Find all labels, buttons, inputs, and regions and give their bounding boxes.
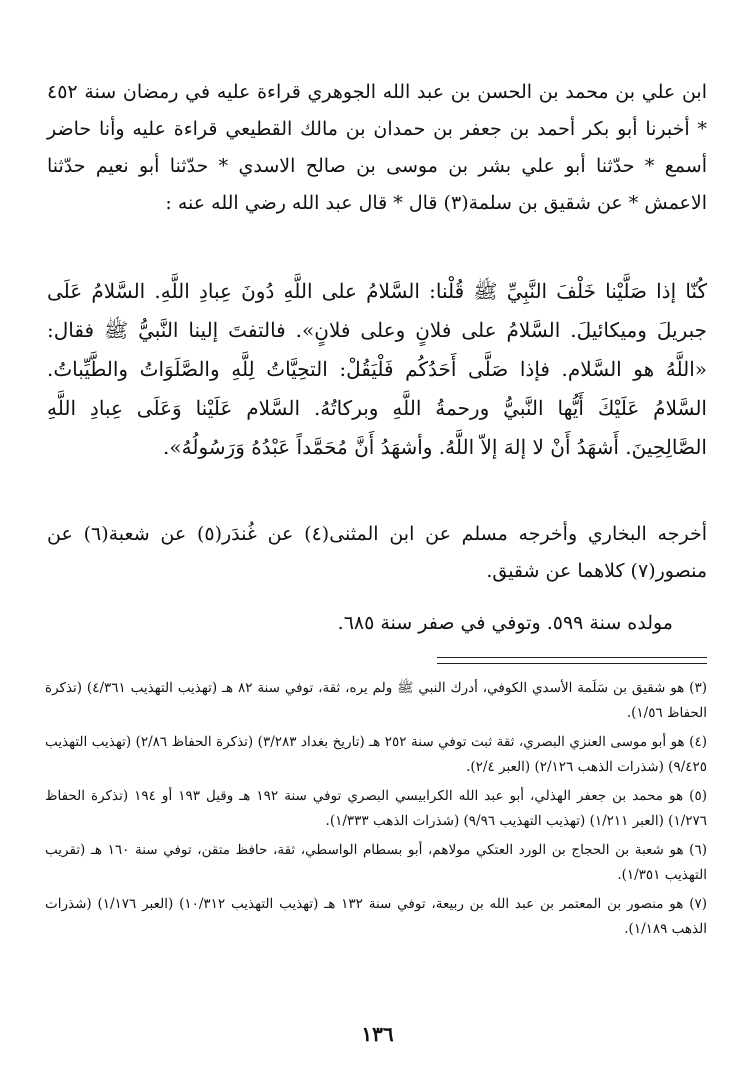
- takhrij-paragraph: أخرجه البخاري وأخرجه مسلم عن ابن المثنى(٤) عن غُندَر(٥) عن شعبة(٦) عن منصور(٧) كلاهما عن شقيق.: [47, 523, 707, 582]
- footnote-3: (٣) هو شقيق بن سَلَمة الأسدي الكوفي، أدرك النبي ﷺ ولم يره، ثقة، توفي سنة ٨٢ هـ (تهذيب التهذيب ٤/٣٦١) (تذكرة الحفاظ ١/٥٦).: [45, 680, 707, 721]
- birth-death-note: مولده سنة ٥٩٩. وتوفي في صفر سنة ٦٨٥.: [337, 612, 673, 634]
- footnote-5: (٥) هو محمد بن جعفر الهذلي، أبو عبد الله الكرابيسي البصري توفي سنة ١٩٢ هـ وقيل ١٩٣ أو ١٩٤ (تذكرة الحفاظ ١/٢٧٦) (العبر ١/٢١١) (تهذيب التهذيب ٩/٩٦) (شذرات الذهب ١/٣٣٣).: [45, 788, 707, 829]
- footnote-separator: [437, 657, 707, 664]
- footnotes: [45, 676, 707, 946]
- footnote-7: (٧) هو منصور بن المعتمر بن عبد الله بن ربيعة، توفي سنة ١٣٢ هـ (تهذيب التهذيب ١٠/٣١٢) (العبر ١/١٧٦) (شذرات الذهب ١/١٨٩).: [45, 896, 708, 937]
- isnad-paragraph: ابن علي بن محمد بن الحسن بن عبد الله الجوهري قراءة عليه في رمضان سنة ٤٥٢ * أخبرنا أبو بكر أحمد بن جعفر بن حمدان بن مالك القطيعي قراءة عليه وأنا حاضر أسمع * حدّثنا أبو علي بشر بن موسى بن صالح الاسدي * حدّثنا أبو نعيم حدّثنا الاعمش * عن شقيق بن سلمة(٣) قال * قال عبد الله رضي الله عنه :: [47, 81, 707, 214]
- page-number: ١٣٦: [361, 1022, 394, 1046]
- footnote-6: (٦) هو شعبة بن الحجاج بن الورد العتكي مولاهم، أبو بسطام الواسطي، ثقة، حافظ متقن، توفي سنة ١٦٠ هـ (تقريب التهذيب ١/٣٥١).: [45, 842, 707, 883]
- footnote-4: (٤) هو أبو موسى العنزي البصري، ثقة ثبت توفي سنة ٢٥٢ هـ (تاريخ بغداد ٣/٢٨٣) (تذكرة الحفاظ ٢/٨٦) (تهذيب التهذيب ٩/٤٢٥) (شذرات الذهب ٢/١٢٦) (العبر ٢/٤).: [45, 734, 707, 775]
- hadith-text: كُنّا إذا صَلَّيْنا خَلْفَ النَّبِيِّ ﷺ قُلْنا: السَّلامُ على اللَّهِ دُونَ عِبادِ اللَّهِ. السَّلامُ عَلَى جبريلَ وميكائيلَ. السَّلامُ على فلانٍ وعلى فلانٍ». فالتفتَ إلينا النَّبيُّ ﷺ فقال: «اللَّهُ هو السَّلام. فإذا صَلَّى أَحَدُكُم فَلْيَقُلْ: التحِيَّاتُ لِلَّهِ والصَّلَوَاتُ والطَّيِّباتُ. السَّلامُ عَلَيْكَ أَيُّها النَّبيُّ ورحمةُ اللَّهِ وبركاتُهُ. السَّلام عَلَيْنا وَعَلَى عِبادِ اللَّهِ الصَّالِحِينَ. أَشهَدُ أَنْ لا إلهَ إلاّ اللَّهُ. وأشهَدُ أَنَّ مُحَمَّداً عَبْدُهُ وَرَسُولُهُ».: [47, 279, 708, 459]
